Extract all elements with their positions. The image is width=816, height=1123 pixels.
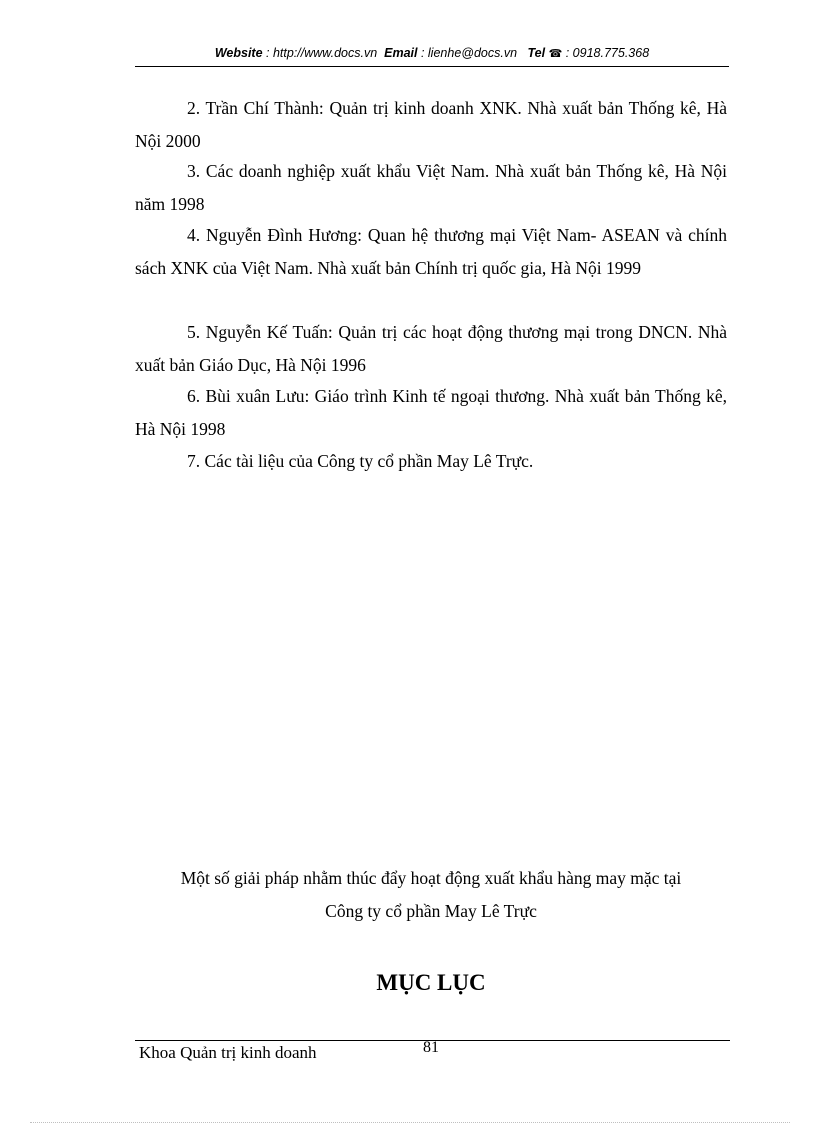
reference-item: 5. Nguyễn Kế Tuấn: Quản trị các hoạt động thương mại trong DNCN. Nhà xuất bản Giáo Dục, Hà Nội 1996: [135, 322, 727, 375]
website-url[interactable]: http://www.docs.vn: [272, 46, 378, 60]
reference-item: 4. Nguyễn Đình Hương: Quan hệ thương mại Việt Nam- ASEAN và chính sách XNK của Việt Nam. Nhà xuất bản Chính trị quốc gia, Hà Nội 1999: [135, 225, 727, 278]
separator: :: [417, 46, 428, 60]
page-header: [135, 46, 729, 60]
email-value[interactable]: lienhe@docs.vn: [427, 46, 518, 60]
website-label: Website: [214, 46, 263, 60]
tel-label: Tel: [527, 46, 546, 60]
reference-item: 3. Các doanh nghiệp xuất khẩu Việt Nam. Nhà xuất bản Thống kê, Hà Nội năm 1998: [135, 161, 727, 214]
tel-value: : 0918.775.368: [562, 46, 650, 60]
email-label: Email: [384, 46, 418, 60]
toc-heading: MỤC LỤC: [376, 970, 486, 995]
thesis-title-line-2: Công ty cổ phần May Lê Trực: [325, 901, 537, 921]
header-divider: [135, 66, 729, 67]
reference-item: 6. Bùi xuân Lưu: Giáo trình Kinh tế ngoại thương. Nhà xuất bản Thống kê, Hà Nội 1998: [135, 386, 727, 439]
separator: :: [262, 46, 273, 60]
thesis-title-line-1: Một số giải pháp nhằm thúc đẩy hoạt động xuất khẩu hàng may mặc tại: [180, 868, 682, 888]
reference-item: 7. Các tài liệu của Công ty cổ phần May Lê Trực.: [187, 451, 534, 471]
reference-item: 2. Trần Chí Thành: Quản trị kinh doanh XNK. Nhà xuất bản Thống kê, Hà Nội 2000: [135, 98, 727, 151]
footer-department: Khoa Quản trị kinh doanh: [139, 1043, 317, 1062]
page-number: 81: [423, 1039, 439, 1056]
phone-icon: ☎: [548, 48, 563, 60]
